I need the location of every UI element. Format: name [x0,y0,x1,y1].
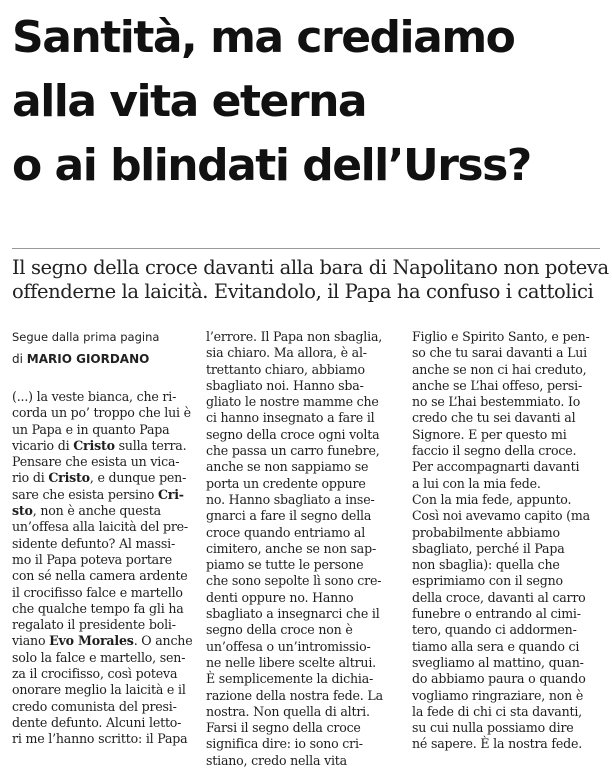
text-line: dente defunto. Alcuni letto- [12,714,182,730]
text-line: credo che tu sei davanti al [412,410,576,426]
text-line: no se L’hai bestemmiato. Io [412,394,581,410]
text-line: solo la falce e martello, sen- [12,649,186,665]
divider [12,248,600,249]
text-line: no. Hanno sbagliato a inse- [206,491,375,507]
text-line: con sé nella camera ardente [12,568,188,584]
text-line: un’offesa alla laicità del pre- [12,519,188,535]
text-line: porta un credente oppure [206,475,366,491]
deck-line-2: offenderne la laicità. Evitandolo, il Papa ha confuso i cattolici [12,280,594,303]
text-line: ci hanno insegnato a fare il [206,410,375,426]
text-line: do abbiamo paura o quando [412,671,586,687]
text-line: funebre o entrando al cimi- [412,606,581,622]
text-line: Farsi il segno della croce [206,720,361,736]
text-line: Con la mia fede, appunto. [412,491,572,507]
text-line: (...) la veste bianca, che ri- [12,389,177,404]
deck-subheadline [12,256,609,304]
text-line: vicario di Cristo sulla terra. [12,437,187,453]
bold-term: Cri- [157,486,184,502]
text-line: un Papa e in quanto Papa [12,421,170,437]
text-line: ri me l’hanno scritto: il Papa [12,731,188,747]
text-line: Figlio e Spirito Santo, e pen- [412,329,590,344]
text-line: trettanto chiaro, abbiamo [206,361,365,377]
text-line: faccio il segno della croce. [412,443,577,459]
text-line: sto, non è anche questa [12,503,161,519]
text-line: che sono sepolte lì sono cre- [206,573,382,589]
text-line: piamo se tutte le persone [206,557,364,573]
headline-line-2: alla vita eterna [12,76,367,127]
text-line: gliato le nostre mamme che [206,394,379,410]
text-line: esprimiamo con il segno [412,573,563,589]
text-column-1 [12,389,194,748]
text-line: ne nelle libere scelte altrui. [206,654,376,670]
text-line: non sbaglia): quella che [412,557,560,573]
text-line: cimitero, anche se non sap- [206,540,377,556]
text-line: della croce, davanti al carro [412,589,586,605]
text-line: sbagliato a insegnarci che il [206,606,380,622]
text-column-3 [412,329,602,753]
text-line: su cui nulla possiamo dire [412,720,574,736]
deck-line-1: Il segno della croce davanti alla bara di Napolitano non poteva [12,256,609,279]
text-line: anche se non ci hai creduto, [412,361,587,377]
text-line: l’errore. Il Papa non sbaglia, [206,329,383,344]
text-line: significa dire: io sono cri- [206,736,363,752]
bold-term: Cristo [73,437,115,453]
text-line: mo il Papa poteva portare [12,551,173,567]
text-line: rio di Cristo, e dunque pen- [12,470,187,486]
text-line: stiano, credo nella vita [206,752,347,768]
text-line: nostra. Non quella di altri. [206,703,370,719]
text-line: tiamo alla sera e quando ci [412,638,580,654]
text-line: né sapere. È la nostra fede. [412,736,583,752]
text-line: razione della nostra fede. La [206,687,383,703]
text-line: Per accompagnarti davanti [412,459,580,475]
text-line: probabilmente abbiamo [412,524,560,540]
text-line: che passa un carro funebre, [206,443,380,459]
byline [12,352,149,366]
text-line: vogliamo ringraziare, non è [412,687,584,703]
bold-term: sto [12,503,33,519]
text-line: viano Evo Morales. O anche [12,633,193,649]
text-line: sia chiaro. Ma allora, è al- [206,345,367,361]
text-line: regalato il presidente boli- [12,617,176,633]
text-line: sbagliato noi. Hanno sba- [206,377,364,393]
text-line: tero, quando ci addormen- [412,622,577,638]
text-line: anche se non sappiamo se [206,459,369,475]
text-line: un’offesa o un’intromissio- [206,638,371,654]
headline [12,6,606,198]
text-line: che qualche tempo fa gli ha [12,600,184,616]
bold-term: Evo Morales [49,633,134,649]
text-line: svegliamo al mattino, quan- [412,654,584,670]
text-line: denti oppure no. Hanno [206,589,354,605]
byline-prefix: di [12,352,23,366]
text-line: È semplicemente la dichia- [206,671,374,687]
bold-term: Cristo [48,470,90,486]
byline-author: MARIO GIORDANO [26,352,150,366]
continued-from-note: Segue dalla prima pagina [12,330,160,344]
text-line: anche se L’hai offeso, persi- [412,377,583,393]
text-line: corda un po’ troppo che lui è [12,405,191,421]
text-line: il crocifisso falce e martello [12,584,183,600]
text-line: za il crocifisso, così poteva [12,666,178,682]
text-line: segno della croce non è [206,622,353,638]
text-line: a lui con la mia fede. [412,475,541,491]
text-line: so che tu sarai davanti a Lui [412,345,587,361]
text-line: onorare meglio la laicità e il [12,682,186,698]
text-line: sidente defunto? Al massi- [12,535,176,551]
headline-line-3: o ai blindati dell’Urss? [12,140,531,191]
text-line: Pensare che esista un vica- [12,454,180,470]
text-column-2 [206,329,388,769]
text-line: sbagliato, perché il Papa [412,540,565,556]
text-line: Così noi avevamo capito (ma [412,508,590,524]
text-line: Signore. E per questo mi [412,426,567,442]
text-line: segno della croce ogni volta [206,426,380,442]
text-line: sare che esista persino Cri- [12,486,184,502]
text-line: la fede di chi ci sta davanti, [412,703,582,719]
text-line: gnarci a fare il segno della [206,508,372,524]
headline-line-1: Santità, ma crediamo [12,12,515,63]
text-line: croce quando entriamo al [206,524,366,540]
text-line: credo comunista del presi- [12,698,177,714]
